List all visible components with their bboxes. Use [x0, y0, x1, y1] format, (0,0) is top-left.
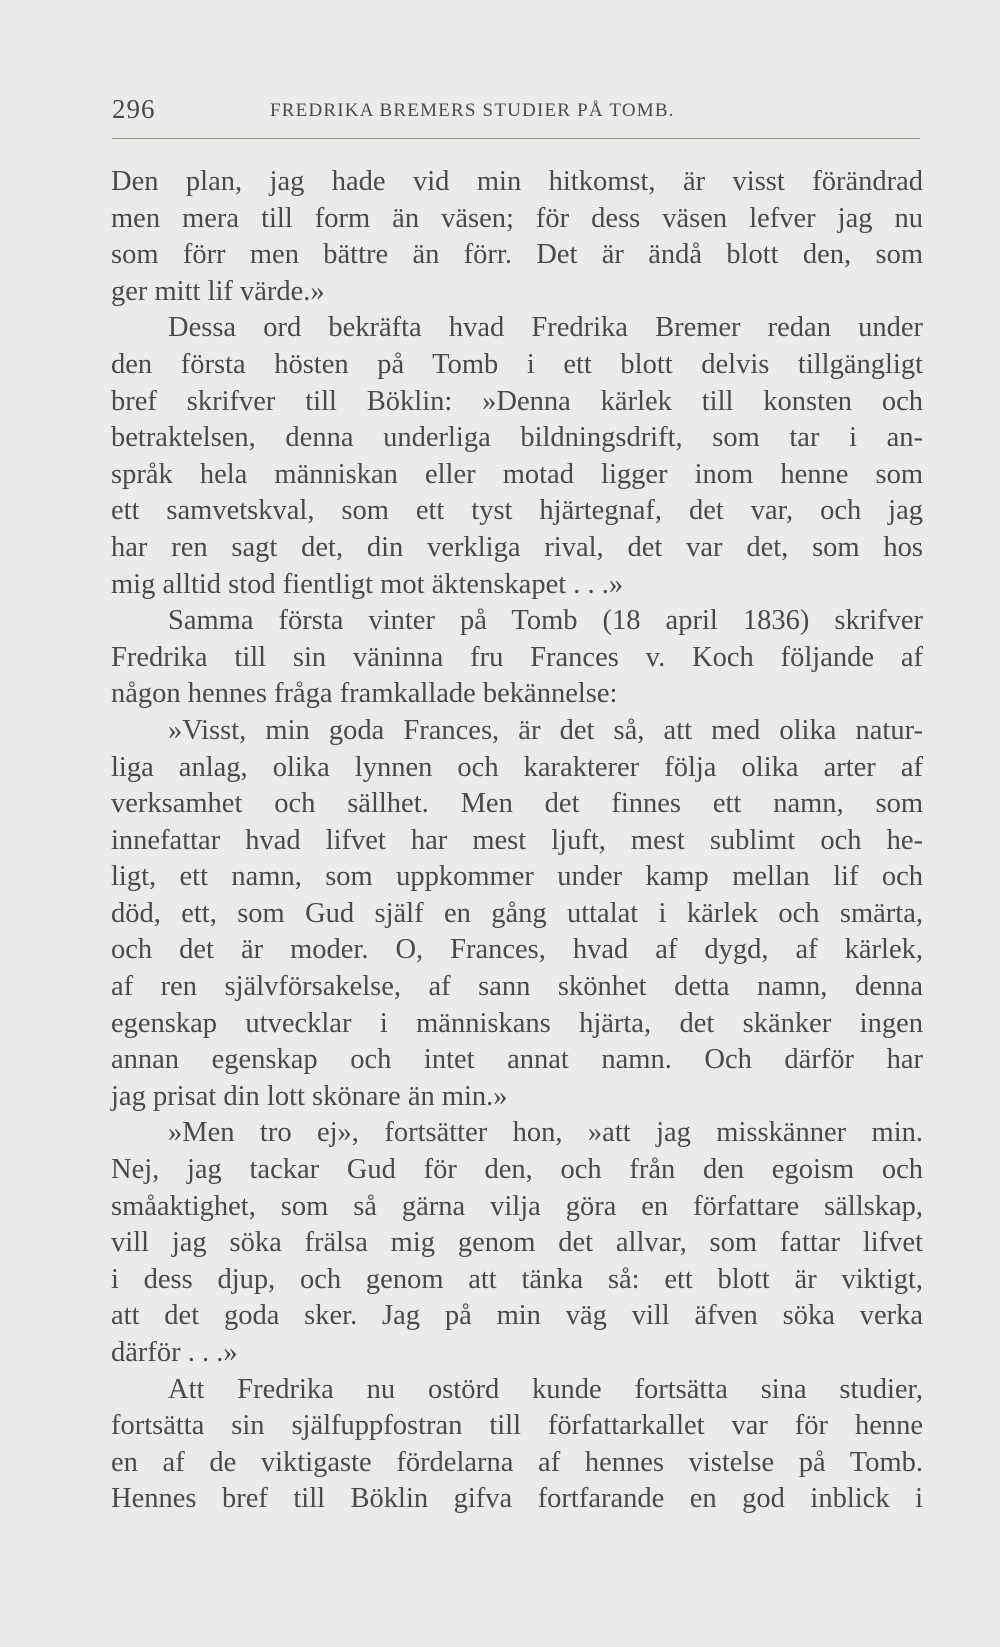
text-line: jag prisat din lott skönare än min.»: [111, 1080, 508, 1112]
text-line: språk hela människan eller motad ligger inom henne som: [111, 458, 923, 490]
text-line: innefattar hvad lifvet har mest ljuft, mest sublimt och he-: [111, 824, 923, 856]
page-number: 296: [112, 94, 156, 124]
page-header: [112, 94, 920, 124]
text-line: någon hennes fråga framkallade bekännelse:: [111, 678, 618, 710]
text-line: Fredrika till sin väninna fru Frances v. Koch följande af: [111, 641, 923, 673]
text-line: men mera till form än väsen; för dess väsen lefver jag nu: [111, 202, 923, 234]
text-line: vill jag söka frälsa mig genom det allvar, som fattar lifvet: [111, 1227, 923, 1259]
text-line: död, ett, som Gud själf en gång uttalat i kärlek och smärta,: [111, 897, 923, 929]
running-title: FREDRIKA BREMERS STUDIER PÅ TOMB.: [270, 100, 675, 121]
text-line: »Men tro ej», fortsätter hon, »att jag misskänner min.: [168, 1117, 923, 1149]
text-line: har ren sagt det, din verkliga rival, det var det, som hos: [111, 531, 923, 563]
text-line: därför . . .»: [111, 1337, 238, 1368]
text-line: annan egenskap och intet annat namn. Och därför har: [111, 1044, 923, 1076]
text-line: Hennes bref till Böklin gifva fortfarande en god inblick i: [111, 1483, 923, 1515]
text-line: verksamhet och sällhet. Men det finnes ett namn, som: [111, 788, 923, 820]
text-line: Att Fredrika nu ostörd kunde fortsätta sina studier,: [168, 1373, 923, 1405]
text-line: en af de viktigaste fördelarna af hennes vistelse på Tomb.: [111, 1446, 923, 1478]
text-line: ett samvetskval, som ett tyst hjärtegnaf, det var, och jag: [111, 495, 923, 527]
text-line: mig alltid stod fientligt mot äktenskapet . . .»: [111, 568, 624, 600]
body-text: [111, 164, 923, 1518]
text-line: betraktelsen, denna underliga bildningsdrift, som tar i an-: [111, 422, 923, 454]
text-line: ger mitt lif värde.»: [111, 275, 325, 307]
text-line: den första hösten på Tomb i ett blott delvis tillgängligt: [111, 348, 923, 380]
text-line: att det goda sker. Jag på min väg vill äfven söka verka: [111, 1300, 923, 1332]
text-line: Dessa ord bekräfta hvad Fredrika Bremer redan under: [168, 312, 923, 344]
header-rule: [112, 138, 920, 139]
text-line: som förr men bättre än förr. Det är ändå blott den, som: [111, 239, 923, 271]
text-line: Den plan, jag hade vid min hitkomst, är visst förändrad: [111, 166, 923, 197]
text-line: ligt, ett namn, som uppkommer under kamp mellan lif och: [111, 861, 923, 893]
text-line: i dess djup, och genom att tänka så: ett blott är viktigt,: [111, 1263, 923, 1295]
text-line: Samma första vinter på Tomb (18 april 1836) skrifver: [168, 605, 923, 637]
text-line: bref skrifver till Böklin: »Denna kärlek till konsten och: [111, 385, 923, 417]
text-line: fortsätta sin själfuppfostran till författarkallet var för henne: [111, 1410, 923, 1442]
text-line: af ren självförsakelse, af sann skönhet detta namn, denna: [111, 971, 923, 1003]
text-line: och det är moder. O, Frances, hvad af dygd, af kärlek,: [111, 934, 923, 966]
text-line: »Visst, min goda Frances, är det så, att med olika natur-: [168, 714, 923, 746]
text-line: egenskap utvecklar i människans hjärta, det skänker ingen: [111, 1007, 923, 1039]
text-line: småaktighet, som så gärna vilja göra en författare sällskap,: [111, 1190, 923, 1222]
text-line: Nej, jag tackar Gud för den, och från den egoism och: [111, 1154, 923, 1186]
text-line: liga anlag, olika lynnen och karakterer följa olika arter af: [111, 751, 923, 783]
